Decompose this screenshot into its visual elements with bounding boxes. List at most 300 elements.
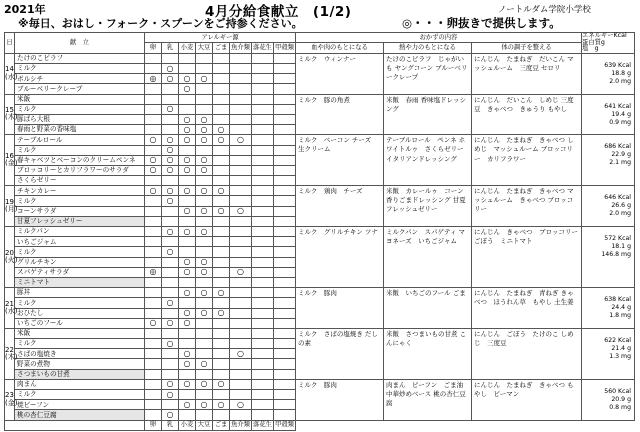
allergen-mark: ○ <box>179 125 196 135</box>
allergen-mark: ○ <box>230 349 252 359</box>
dish-name: いちごのフール <box>15 318 145 328</box>
allergen-mark <box>196 318 213 328</box>
allergen-mark <box>196 369 213 379</box>
allergen-mark <box>252 186 274 196</box>
allergen-mark: ○ <box>230 400 252 410</box>
allergen-mark <box>196 247 213 257</box>
allergen-mark <box>230 237 252 247</box>
allergen-mark <box>252 400 274 410</box>
allergen-mark <box>230 94 252 104</box>
dish-name: おひたし <box>15 308 145 318</box>
allergen-mark <box>145 339 162 349</box>
dish-name: スパゲティサラダ <box>15 267 145 277</box>
footer-allergen-4: ごま <box>213 420 230 430</box>
dish-name: 桃の杏仁豆腐 <box>15 410 145 420</box>
footer-allergen-0: 卵 <box>145 420 162 430</box>
allergen-header-7: 甲殻類 <box>274 43 296 53</box>
allergen-mark <box>230 125 252 135</box>
allergen-mark <box>274 267 296 277</box>
allergen-mark <box>145 227 162 237</box>
dish-name: ボルシチ <box>15 74 145 84</box>
dish-name: 春キャベツとベーコンのクリームペンネ <box>15 155 145 165</box>
allergen-mark <box>252 308 274 318</box>
egg-free-notice: ◎・・・卵抜きで提供します。 <box>402 16 561 30</box>
allergen-mark: ○ <box>162 155 179 165</box>
dish-header: 献 立 <box>15 33 145 54</box>
allergen-mark <box>252 390 274 400</box>
allergen-mark <box>213 114 230 124</box>
allergen-mark <box>162 308 179 318</box>
menu-row <box>5 53 635 63</box>
allergen-mark: ○ <box>145 318 162 328</box>
allergen-mark <box>162 53 179 63</box>
allergen-mark <box>274 349 296 359</box>
allergen-mark <box>196 328 213 338</box>
allergy-header: アレルギー源 <box>145 33 296 43</box>
menu-row <box>5 135 635 145</box>
allergen-mark <box>162 125 179 135</box>
blood-header: 血や肉のもとになる <box>296 43 384 53</box>
allergen-mark <box>196 64 213 74</box>
allergen-mark <box>274 298 296 308</box>
allergen-mark <box>179 369 196 379</box>
allergen-mark: ○ <box>162 196 179 206</box>
allergen-mark <box>213 369 230 379</box>
dish-name: 肉まん <box>15 379 145 389</box>
dish-name: 焼ビーフン <box>15 400 145 410</box>
allergen-mark: ○ <box>179 74 196 84</box>
allergen-header-1: 乳 <box>162 43 179 53</box>
allergen-mark <box>145 104 162 114</box>
allergen-mark <box>252 165 274 175</box>
allergen-mark <box>213 349 230 359</box>
body-ingredients: にんじん だいこん しめじ 三度豆 きゃべつ きゅうり もやし <box>472 94 582 135</box>
allergen-mark: ○ <box>196 308 213 318</box>
allergen-mark <box>230 196 252 206</box>
allergen-mark: ○ <box>196 379 213 389</box>
allergen-mark <box>179 64 196 74</box>
allergen-mark <box>145 64 162 74</box>
allergen-mark <box>213 277 230 287</box>
body-ingredients: にんじん たまねぎ きゃべつ しめじ マッシュルーム ブロッコリー カリフラワー <box>472 135 582 186</box>
body-ingredients: にんじん たまねぎ 青ねぎ きゃべつ ほうれん草 もやし 土生姜 <box>472 288 582 329</box>
dish-name: ミルク <box>15 247 145 257</box>
allergen-mark <box>145 94 162 104</box>
allergen-mark: ○ <box>196 165 213 175</box>
day-cell: 14 (水) <box>5 53 15 94</box>
nutrition-values: 686 Kcal 22.9 g 2.1 mg <box>582 135 635 186</box>
allergen-mark <box>274 237 296 247</box>
allergen-mark <box>252 359 274 369</box>
allergen-mark <box>162 94 179 104</box>
dish-name: 野菜の煮物 <box>15 359 145 369</box>
blood-ingredients: ミルク グリルチキン ツナ <box>296 227 384 288</box>
day-cell: 20 (火) <box>5 227 15 288</box>
allergen-mark <box>252 74 274 84</box>
dish-name: ミルク <box>15 145 145 155</box>
allergen-mark <box>196 349 213 359</box>
menu-row <box>5 328 635 338</box>
allergen-mark <box>274 64 296 74</box>
allergen-mark <box>274 247 296 257</box>
allergen-mark: ○ <box>162 145 179 155</box>
blood-ingredients: ミルク 豚肉 <box>296 288 384 329</box>
allergen-mark: ○ <box>179 318 196 328</box>
allergen-mark <box>230 369 252 379</box>
allergen-mark <box>230 318 252 328</box>
allergen-mark: ○ <box>213 125 230 135</box>
allergen-mark <box>162 206 179 216</box>
allergen-mark <box>145 206 162 216</box>
allergen-mark: ○ <box>179 257 196 267</box>
blood-ingredients: ミルク 豚の角煮 <box>296 94 384 135</box>
allergen-mark <box>196 298 213 308</box>
dish-name: ミルクパン <box>15 227 145 237</box>
allergen-mark <box>252 277 274 287</box>
allergen-mark <box>274 74 296 84</box>
menu-row <box>5 379 635 389</box>
blood-ingredients: ミルク ベーコン チーズ 生クリーム <box>296 135 384 186</box>
allergen-mark <box>252 155 274 165</box>
dish-name: ミルク <box>15 390 145 400</box>
allergen-mark <box>179 339 196 349</box>
nutrition-header: エネルギーKcal 蛋白質g 塩 g <box>582 33 635 54</box>
allergen-mark <box>230 288 252 298</box>
dish-name: ミルク <box>15 298 145 308</box>
allergen-mark <box>196 339 213 349</box>
allergen-mark <box>162 328 179 338</box>
allergen-mark <box>179 104 196 114</box>
allergen-mark <box>179 298 196 308</box>
allergen-mark <box>196 237 213 247</box>
allergen-mark: ○ <box>213 379 230 389</box>
allergen-mark: ○ <box>179 114 196 124</box>
allergen-mark <box>196 277 213 287</box>
allergen-mark <box>145 308 162 318</box>
allergen-mark <box>179 410 196 420</box>
allergen-mark <box>252 196 274 206</box>
footer-allergen-2: 小麦 <box>179 420 196 430</box>
allergen-mark <box>179 247 196 257</box>
allergen-mark <box>230 298 252 308</box>
allergen-mark: ○ <box>196 257 213 267</box>
allergen-mark: ○ <box>196 155 213 165</box>
allergen-mark: ○ <box>162 64 179 74</box>
allergen-mark: ○ <box>145 135 162 145</box>
allergen-mark <box>162 84 179 94</box>
allergen-mark <box>213 410 230 420</box>
allergen-mark <box>274 308 296 318</box>
menu-row <box>5 227 635 237</box>
allergen-mark: ○ <box>145 186 162 196</box>
allergen-mark <box>145 390 162 400</box>
allergen-mark: ○ <box>179 135 196 145</box>
day-cell: 22 (木) <box>5 328 15 379</box>
allergen-mark <box>213 216 230 226</box>
allergen-mark <box>230 84 252 94</box>
allergen-mark <box>274 339 296 349</box>
dish-name: 米飯 <box>15 94 145 104</box>
allergen-mark <box>252 94 274 104</box>
nutrition-values: 641 Kcal 19.4 g 0.9 mg <box>582 94 635 135</box>
allergen-mark <box>274 369 296 379</box>
allergen-mark: ○ <box>196 114 213 124</box>
allergen-mark: ○ <box>230 206 252 216</box>
footer-allergen-6: 落花生 <box>252 420 274 430</box>
allergen-mark: ○ <box>196 267 213 277</box>
nutrition-values: 622 Kcal 21.4 g 1.3 mg <box>582 328 635 379</box>
day-cell: 23 (金) <box>5 379 15 420</box>
day-cell: 16 (金) <box>5 135 15 186</box>
body-ingredients: にんじん たまねぎ きゃべつ マッシュルーム きゃべつ ブロッコリー <box>472 186 582 227</box>
allergen-mark <box>145 114 162 124</box>
allergen-mark <box>179 237 196 247</box>
heat-ingredients: 肉まん ビーフン ごま油 中華炒めベース 桃の杏仁豆腐 <box>384 379 472 420</box>
allergen-mark <box>252 104 274 114</box>
day-cell: 21 (水) <box>5 288 15 329</box>
allergen-mark <box>213 196 230 206</box>
allergen-mark: ○ <box>162 410 179 420</box>
allergen-mark <box>274 53 296 63</box>
heat-ingredients: たけのこピラフ じゃがいも ヤングコーン ブルーベリークレープ <box>384 53 472 94</box>
allergen-mark <box>145 176 162 186</box>
allergen-mark <box>230 64 252 74</box>
allergen-mark <box>145 400 162 410</box>
nutrition-values: 560 Kcal 20.9 g 0.8 mg <box>582 379 635 420</box>
allergen-mark <box>213 64 230 74</box>
allergen-mark <box>252 288 274 298</box>
dish-name: たけのこピラフ <box>15 53 145 63</box>
dish-name: ブルーベリークレープ <box>15 84 145 94</box>
allergen-mark <box>145 237 162 247</box>
allergen-mark <box>213 328 230 338</box>
dish-name: 春雨と野菜の香味塩 <box>15 125 145 135</box>
allergen-mark <box>252 206 274 216</box>
nutrition-values: 572 Kcal 18.1 g 146.8 mg <box>582 227 635 288</box>
allergen-mark <box>162 257 179 267</box>
allergen-mark <box>252 247 274 257</box>
allergen-mark <box>274 277 296 287</box>
dish-name: ブロッコリーとカリフラワーのサラダ <box>15 165 145 175</box>
allergen-mark: ○ <box>196 288 213 298</box>
allergen-mark <box>145 145 162 155</box>
allergen-mark <box>162 237 179 247</box>
allergen-mark <box>145 359 162 369</box>
header-row-1 <box>5 33 635 43</box>
allergen-mark: ○ <box>196 125 213 135</box>
allergen-mark <box>274 328 296 338</box>
allergen-mark: ○ <box>179 379 196 389</box>
allergen-mark: ○ <box>179 84 196 94</box>
allergen-mark <box>213 176 230 186</box>
menu-table <box>4 32 635 431</box>
allergen-mark: ○ <box>196 359 213 369</box>
allergen-mark <box>213 298 230 308</box>
allergen-mark <box>274 165 296 175</box>
dish-name: さくらゼリー <box>15 176 145 186</box>
allergen-mark <box>213 94 230 104</box>
allergen-mark: ○ <box>162 135 179 145</box>
allergen-mark: ○ <box>213 288 230 298</box>
allergen-mark <box>179 53 196 63</box>
allergen-mark <box>145 410 162 420</box>
day-cell: 19 (月) <box>5 186 15 227</box>
day-header: 日 <box>5 33 15 54</box>
day-cell: 15 (木) <box>5 94 15 135</box>
dish-name: さつまいもの甘煮 <box>15 369 145 379</box>
allergen-mark <box>274 176 296 186</box>
allergen-mark <box>252 114 274 124</box>
allergen-mark <box>145 349 162 359</box>
allergen-mark <box>274 318 296 328</box>
dish-name: 米飯 <box>15 328 145 338</box>
year-label: 2021年 <box>4 3 46 16</box>
allergen-mark <box>145 247 162 257</box>
allergen-mark: ○ <box>213 206 230 216</box>
allergen-mark <box>274 359 296 369</box>
allergen-mark <box>252 176 274 186</box>
allergen-mark <box>230 216 252 226</box>
dish-name: テーブルロール <box>15 135 145 145</box>
allergen-mark <box>179 94 196 104</box>
allergen-mark <box>252 145 274 155</box>
allergen-mark <box>274 257 296 267</box>
allergen-mark <box>252 339 274 349</box>
allergen-mark <box>274 216 296 226</box>
allergen-mark: ○ <box>196 135 213 145</box>
allergen-mark <box>196 104 213 114</box>
allergen-mark <box>274 145 296 155</box>
allergen-mark <box>252 237 274 247</box>
allergen-mark <box>230 328 252 338</box>
footer-allergen-5: 魚介類 <box>230 420 252 430</box>
dish-name: ミルク <box>15 339 145 349</box>
allergen-mark <box>252 379 274 389</box>
allergen-mark: ○ <box>179 155 196 165</box>
allergen-mark <box>213 84 230 94</box>
dish-name: 豚ばら大根 <box>15 114 145 124</box>
allergen-mark <box>196 94 213 104</box>
allergen-mark <box>230 74 252 84</box>
allergen-mark <box>162 267 179 277</box>
allergen-mark: ○ <box>213 186 230 196</box>
menu-row <box>5 288 635 298</box>
allergen-mark <box>252 410 274 420</box>
footer-allergen-row <box>5 420 635 430</box>
body-header: 体の調子を整える <box>472 43 582 53</box>
allergen-mark <box>274 155 296 165</box>
allergen-mark: ○ <box>179 308 196 318</box>
allergen-mark <box>230 176 252 186</box>
dish-name: ミルク <box>15 104 145 114</box>
allergen-mark: ◎ <box>145 74 162 84</box>
allergen-header-3: 大豆 <box>196 43 213 53</box>
utensil-notice: ※毎日、おはし・フォーク・スプーンをご持参ください。 <box>18 17 303 30</box>
allergen-mark <box>213 145 230 155</box>
page-title: 4月分給食献立 (1/2) <box>205 4 352 20</box>
allergen-mark: ○ <box>162 339 179 349</box>
allergen-mark <box>230 186 252 196</box>
allergen-mark <box>145 328 162 338</box>
allergen-mark <box>162 176 179 186</box>
heat-ingredients: 米飯 春雨 香味塩ドレッシング <box>384 94 472 135</box>
allergen-mark: ○ <box>179 267 196 277</box>
allergen-header-5: 魚介類 <box>230 43 252 53</box>
heat-ingredients: 米飯 さつまいもの甘煮 こんにゃく <box>384 328 472 379</box>
allergen-mark: ○ <box>196 74 213 84</box>
allergen-mark <box>213 247 230 257</box>
dish-name: グリルチキン <box>15 257 145 267</box>
menu-row <box>5 94 635 104</box>
allergen-mark <box>196 53 213 63</box>
allergen-mark <box>274 186 296 196</box>
nutrition-values: 639 Kcal 18.8 g 2.0 mg <box>582 53 635 94</box>
allergen-mark <box>162 359 179 369</box>
allergen-mark: ○ <box>213 135 230 145</box>
allergen-mark <box>162 349 179 359</box>
allergen-mark <box>145 369 162 379</box>
allergen-mark <box>274 410 296 420</box>
allergen-mark <box>252 318 274 328</box>
allergen-mark <box>252 298 274 308</box>
allergen-mark: ○ <box>179 227 196 237</box>
allergen-mark: ○ <box>162 186 179 196</box>
allergen-header-0: 卵 <box>145 43 162 53</box>
allergen-mark: ○ <box>230 135 252 145</box>
allergen-mark <box>230 165 252 175</box>
allergen-mark <box>252 135 274 145</box>
allergen-mark <box>230 308 252 318</box>
body-ingredients: にんじん きゃべつ ブロッコリー ごぼう ミニトマト <box>472 227 582 288</box>
dish-name: ミニトマト <box>15 277 145 287</box>
allergen-mark <box>179 216 196 226</box>
heat-ingredients: 米飯 いちごのフール ごま <box>384 288 472 329</box>
allergen-mark <box>145 277 162 287</box>
allergen-mark <box>145 298 162 308</box>
footer-allergen-3: 大豆 <box>196 420 213 430</box>
allergen-mark: ◎ <box>145 267 162 277</box>
allergen-mark <box>213 359 230 369</box>
allergen-mark: ○ <box>213 308 230 318</box>
heat-ingredients: ミルクパン スパゲティ マヨネーズ いちごジャム <box>384 227 472 288</box>
heat-ingredients: 米飯 カレールゥ コーン 香りごまドレッシング 甘夏フレッシュゼリー <box>384 186 472 227</box>
allergen-mark <box>274 135 296 145</box>
menu-row <box>5 186 635 196</box>
allergen-mark <box>274 206 296 216</box>
allergen-mark: ○ <box>196 400 213 410</box>
allergen-mark: ○ <box>162 104 179 114</box>
allergen-mark <box>213 104 230 114</box>
allergen-mark <box>145 125 162 135</box>
dish-name: 豚丼 <box>15 288 145 298</box>
allergen-mark <box>162 369 179 379</box>
blood-ingredients: ミルク ウィンナー <box>296 53 384 94</box>
allergen-mark <box>230 247 252 257</box>
body-ingredients: にんじん たまねぎ だいこん マッシュルーム 三度豆 セロリ <box>472 53 582 94</box>
blood-ingredients: ミルク 鶏肉 チーズ <box>296 186 384 227</box>
allergen-header-2: 小麦 <box>179 43 196 53</box>
allergen-mark <box>145 257 162 267</box>
allergen-mark <box>252 64 274 74</box>
footer-allergen-1: 乳 <box>162 420 179 430</box>
allergen-mark: ○ <box>179 400 196 410</box>
allergen-mark <box>274 400 296 410</box>
allergen-mark <box>145 53 162 63</box>
allergen-mark <box>162 288 179 298</box>
allergen-mark <box>213 53 230 63</box>
allergen-mark <box>196 145 213 155</box>
allergen-mark <box>213 237 230 247</box>
